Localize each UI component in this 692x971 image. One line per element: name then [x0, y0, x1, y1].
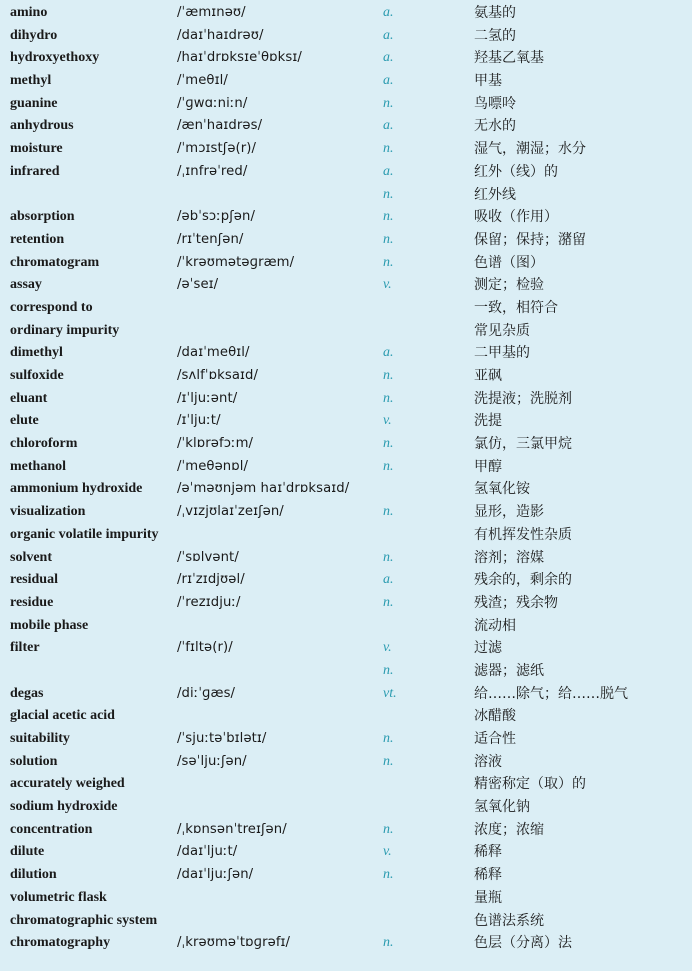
glossary-row — [0, 161, 692, 184]
entry-term: amino — [10, 5, 48, 20]
entry-meaning: 氢氧化钠 — [474, 799, 530, 816]
entry-part-of-speech: n. — [383, 436, 394, 452]
glossary-row — [0, 773, 692, 796]
glossary-row — [0, 25, 692, 48]
entry-term: methanol — [10, 458, 66, 474]
glossary-row — [0, 547, 692, 570]
entry-term: residue — [10, 594, 54, 610]
entry-phonetic: /daɪˈljuːt/ — [177, 844, 238, 860]
entry-meaning: 氨基的 — [474, 5, 516, 21]
entry-phonetic: /daɪˈljuːʃən/ — [177, 867, 254, 883]
entry-meaning: 羟基乙氧基 — [474, 50, 544, 67]
entry-term: retention — [10, 231, 65, 247]
glossary-row — [0, 342, 692, 365]
entry-meaning: 过滤 — [474, 640, 502, 657]
entry-term: eluant — [10, 390, 48, 406]
entry-phonetic: /ɪˈljuːənt/ — [177, 390, 238, 406]
entry-term: moisture — [10, 141, 63, 157]
glossary-row — [0, 910, 692, 933]
entry-part-of-speech: n. — [383, 368, 394, 383]
glossary-row — [0, 637, 692, 660]
glossary-row — [0, 274, 692, 297]
glossary-row — [0, 841, 692, 864]
glossary-row — [0, 297, 692, 320]
entry-meaning: 色谱法系统 — [474, 912, 544, 929]
entry-term: dimethyl — [10, 345, 63, 361]
entry-term: accurately weighed — [10, 776, 125, 792]
entry-phonetic: /daɪˈmeθɪl/ — [177, 345, 250, 361]
entry-term: sodium hydroxide — [10, 799, 118, 815]
entry-part-of-speech: a. — [383, 50, 394, 66]
entry-term: suitability — [10, 731, 70, 746]
glossary-row — [0, 70, 692, 93]
glossary-row — [0, 433, 692, 456]
entry-term: correspond to — [10, 299, 93, 315]
entry-meaning: 常见杂质 — [474, 322, 530, 339]
entry-meaning: 溶剂；溶媒 — [474, 549, 544, 566]
glossary-row — [0, 229, 692, 252]
entry-term: filter — [10, 640, 40, 656]
glossary-row — [0, 524, 692, 547]
entry-meaning: 二甲基的 — [474, 345, 530, 362]
entry-phonetic: /ˈmeθənɒl/ — [177, 458, 249, 474]
entry-part-of-speech: n. — [383, 867, 394, 883]
entry-meaning: 红外线 — [474, 186, 516, 203]
entry-part-of-speech: n. — [383, 141, 394, 157]
glossary-row — [0, 615, 692, 638]
entry-meaning: 流动相 — [474, 617, 516, 634]
entry-term: ordinary impurity — [10, 322, 120, 338]
entry-term: anhydrous — [10, 118, 74, 134]
entry-meaning: 稀释 — [474, 867, 502, 884]
entry-term: guanine — [10, 95, 58, 111]
entry-term: chloroform — [10, 436, 78, 452]
entry-phonetic: /ˈsɒlvənt/ — [177, 549, 239, 565]
entry-part-of-speech: n. — [383, 209, 394, 225]
entry-phonetic: /əˈməʊnjəm haɪˈdrɒksaɪd/ — [177, 481, 350, 497]
entry-phonetic: /haɪˈdrɒksɪeˈθɒksɪ/ — [177, 50, 302, 66]
entry-phonetic: /daɪˈhaɪdrəʊ/ — [177, 27, 264, 43]
glossary-row — [0, 410, 692, 433]
entry-term: glacial acetic acid — [10, 708, 115, 724]
entry-term: elute — [10, 413, 39, 429]
entry-meaning: 残渣；残余物 — [474, 594, 558, 611]
entry-meaning: 显形，造影 — [474, 504, 544, 521]
entry-part-of-speech: n. — [383, 731, 394, 746]
glossary-row — [0, 887, 692, 910]
entry-part-of-speech: n. — [383, 186, 394, 202]
entry-phonetic: /ˈkrəʊmətəɡræm/ — [177, 254, 295, 270]
entry-term: residual — [10, 572, 58, 588]
entry-meaning: 一致，相符合 — [474, 299, 558, 316]
entry-phonetic: /rɪˈtenʃən/ — [177, 231, 244, 247]
entry-phonetic: /ˌkɒnsənˈtreɪʃən/ — [177, 821, 287, 837]
entry-meaning: 吸收（作用） — [474, 209, 558, 226]
entry-meaning: 测定；检验 — [474, 277, 544, 294]
entry-part-of-speech: a. — [383, 27, 394, 43]
entry-meaning: 亚砜 — [474, 368, 502, 384]
entry-phonetic: /ɪˈljuːt/ — [177, 413, 221, 429]
entry-part-of-speech: v. — [383, 844, 392, 860]
glossary-row — [0, 115, 692, 138]
entry-meaning: 氯仿，三氯甲烷 — [474, 436, 572, 453]
entry-meaning: 色谱（图） — [474, 254, 544, 271]
entry-term: hydroxyethoxy — [10, 50, 100, 66]
entry-part-of-speech: n. — [383, 821, 394, 837]
entry-phonetic: /əbˈsɔːpʃən/ — [177, 209, 256, 225]
glossary-row — [0, 819, 692, 842]
entry-term: sulfoxide — [10, 368, 64, 383]
glossary-row — [0, 47, 692, 70]
entry-phonetic: /ˈsjuːtəˈbɪlətɪ/ — [177, 731, 267, 746]
entry-meaning: 二氢的 — [474, 27, 516, 44]
entry-meaning: 滤器；滤纸 — [474, 662, 544, 679]
entry-meaning: 湿气，潮湿；水分 — [474, 141, 586, 158]
glossary-row — [0, 683, 692, 706]
entry-term: solution — [10, 753, 58, 769]
entry-phonetic: /ˌkrəʊməˈtɒɡrəfɪ/ — [177, 935, 291, 951]
entry-term: absorption — [10, 209, 75, 225]
glossary-row — [0, 728, 692, 751]
entry-phonetic: /ˈmeθɪl/ — [177, 73, 228, 89]
glossary-row — [0, 660, 692, 683]
glossary-row — [0, 932, 692, 955]
entry-part-of-speech: a. — [383, 5, 394, 20]
glossary-row — [0, 2, 692, 25]
glossary-row — [0, 456, 692, 479]
entry-phonetic: /ˈmɔɪstʃə(r)/ — [177, 141, 257, 157]
entry-meaning: 溶液 — [474, 753, 502, 770]
entry-meaning: 给……除气；给……脱气 — [474, 685, 628, 702]
entry-part-of-speech: vt. — [383, 685, 397, 701]
entry-phonetic: /sʌlfˈɒksaɪd/ — [177, 368, 259, 383]
entry-part-of-speech: n. — [383, 458, 394, 474]
entry-part-of-speech: a. — [383, 345, 394, 361]
entry-term: visualization — [10, 504, 86, 520]
entry-part-of-speech: n. — [383, 95, 394, 111]
glossary-row — [0, 184, 692, 207]
glossary-row — [0, 206, 692, 229]
entry-part-of-speech: a. — [383, 163, 394, 179]
entry-phonetic: /ˈæmɪnəʊ/ — [177, 5, 246, 20]
entry-part-of-speech: a. — [383, 572, 394, 588]
entry-meaning: 氢氧化铵 — [474, 481, 530, 498]
entry-term: solvent — [10, 549, 52, 565]
entry-meaning: 适合性 — [474, 731, 516, 747]
entry-meaning: 残余的，剩余的 — [474, 572, 572, 589]
entry-phonetic: /səˈljuːʃən/ — [177, 753, 247, 769]
entry-term: degas — [10, 685, 44, 701]
entry-phonetic: /ˈrezɪdjuː/ — [177, 594, 241, 610]
entry-meaning: 稀释 — [474, 844, 502, 861]
entry-term: chromatogram — [10, 254, 100, 270]
entry-meaning: 洗提液；洗脱剂 — [474, 390, 572, 407]
entry-term: concentration — [10, 821, 93, 837]
entry-part-of-speech: v. — [383, 277, 392, 293]
entry-meaning: 甲基 — [474, 73, 502, 90]
glossary-row — [0, 320, 692, 343]
entry-meaning: 冰醋酸 — [474, 708, 516, 725]
glossary-row — [0, 93, 692, 116]
entry-term: dilution — [10, 867, 57, 883]
entry-term: dihydro — [10, 27, 58, 43]
entry-term: chromatography — [10, 935, 111, 951]
entry-meaning: 有机挥发性杂质 — [474, 526, 572, 543]
entry-term: dilute — [10, 844, 45, 860]
entry-meaning: 甲醇 — [474, 458, 502, 475]
entry-term: organic volatile impurity — [10, 526, 159, 542]
entry-part-of-speech: n. — [383, 390, 394, 406]
entry-part-of-speech: n. — [383, 504, 394, 520]
entry-part-of-speech: v. — [383, 413, 392, 429]
entry-part-of-speech: n. — [383, 231, 394, 247]
entry-term: methyl — [10, 73, 52, 89]
glossary-row — [0, 751, 692, 774]
glossary-row — [0, 592, 692, 615]
glossary-row — [0, 501, 692, 524]
entry-meaning: 量瓶 — [474, 889, 502, 906]
entry-term: ammonium hydroxide — [10, 481, 143, 497]
entry-meaning: 保留；保持；潴留 — [474, 231, 586, 248]
entry-phonetic: /ˈklɒrəfɔːm/ — [177, 436, 254, 452]
glossary-row — [0, 705, 692, 728]
entry-part-of-speech: a. — [383, 73, 394, 89]
entry-meaning: 浓度；浓缩 — [474, 821, 544, 838]
glossary-row — [0, 252, 692, 275]
entry-meaning: 洗提 — [474, 413, 502, 430]
entry-phonetic: /ˈɡwɑːniːn/ — [177, 95, 248, 111]
entry-term: chromatographic system — [10, 912, 158, 928]
entry-meaning: 无水的 — [474, 118, 516, 135]
glossary-row — [0, 388, 692, 411]
glossary-row — [0, 864, 692, 887]
entry-phonetic: /ˌɪnfrəˈred/ — [177, 163, 248, 179]
entry-term: infrared — [10, 163, 60, 179]
entry-part-of-speech: n. — [383, 753, 394, 769]
entry-part-of-speech: n. — [383, 254, 394, 270]
entry-phonetic: /ænˈhaɪdrəs/ — [177, 118, 263, 134]
entry-term: volumetric flask — [10, 889, 107, 905]
entry-phonetic: /diːˈɡæs/ — [177, 685, 236, 701]
glossary-row — [0, 569, 692, 592]
entry-term: assay — [10, 277, 42, 293]
entry-phonetic: /ˌvɪzjʊlaɪˈzeɪʃən/ — [177, 504, 284, 520]
entry-meaning: 精密称定（取）的 — [474, 776, 586, 793]
entry-part-of-speech: v. — [383, 640, 392, 656]
entry-phonetic: /əˈseɪ/ — [177, 277, 219, 293]
glossary-row — [0, 138, 692, 161]
entry-term: mobile phase — [10, 617, 89, 633]
glossary-row — [0, 796, 692, 819]
entry-meaning: 鸟嘌呤 — [474, 95, 516, 112]
entry-part-of-speech: n. — [383, 935, 394, 951]
entry-part-of-speech: a. — [383, 118, 394, 134]
entry-meaning: 色层（分离）法 — [474, 935, 572, 952]
glossary-row — [0, 365, 692, 388]
entry-phonetic: /rɪˈzɪdjʊəl/ — [177, 572, 245, 588]
entry-phonetic: /ˈfɪltə(r)/ — [177, 640, 233, 656]
entry-meaning: 红外（线）的 — [474, 163, 558, 180]
entry-part-of-speech: n. — [383, 549, 394, 565]
entry-part-of-speech: n. — [383, 594, 394, 610]
entry-part-of-speech: n. — [383, 662, 394, 678]
glossary-row — [0, 478, 692, 501]
